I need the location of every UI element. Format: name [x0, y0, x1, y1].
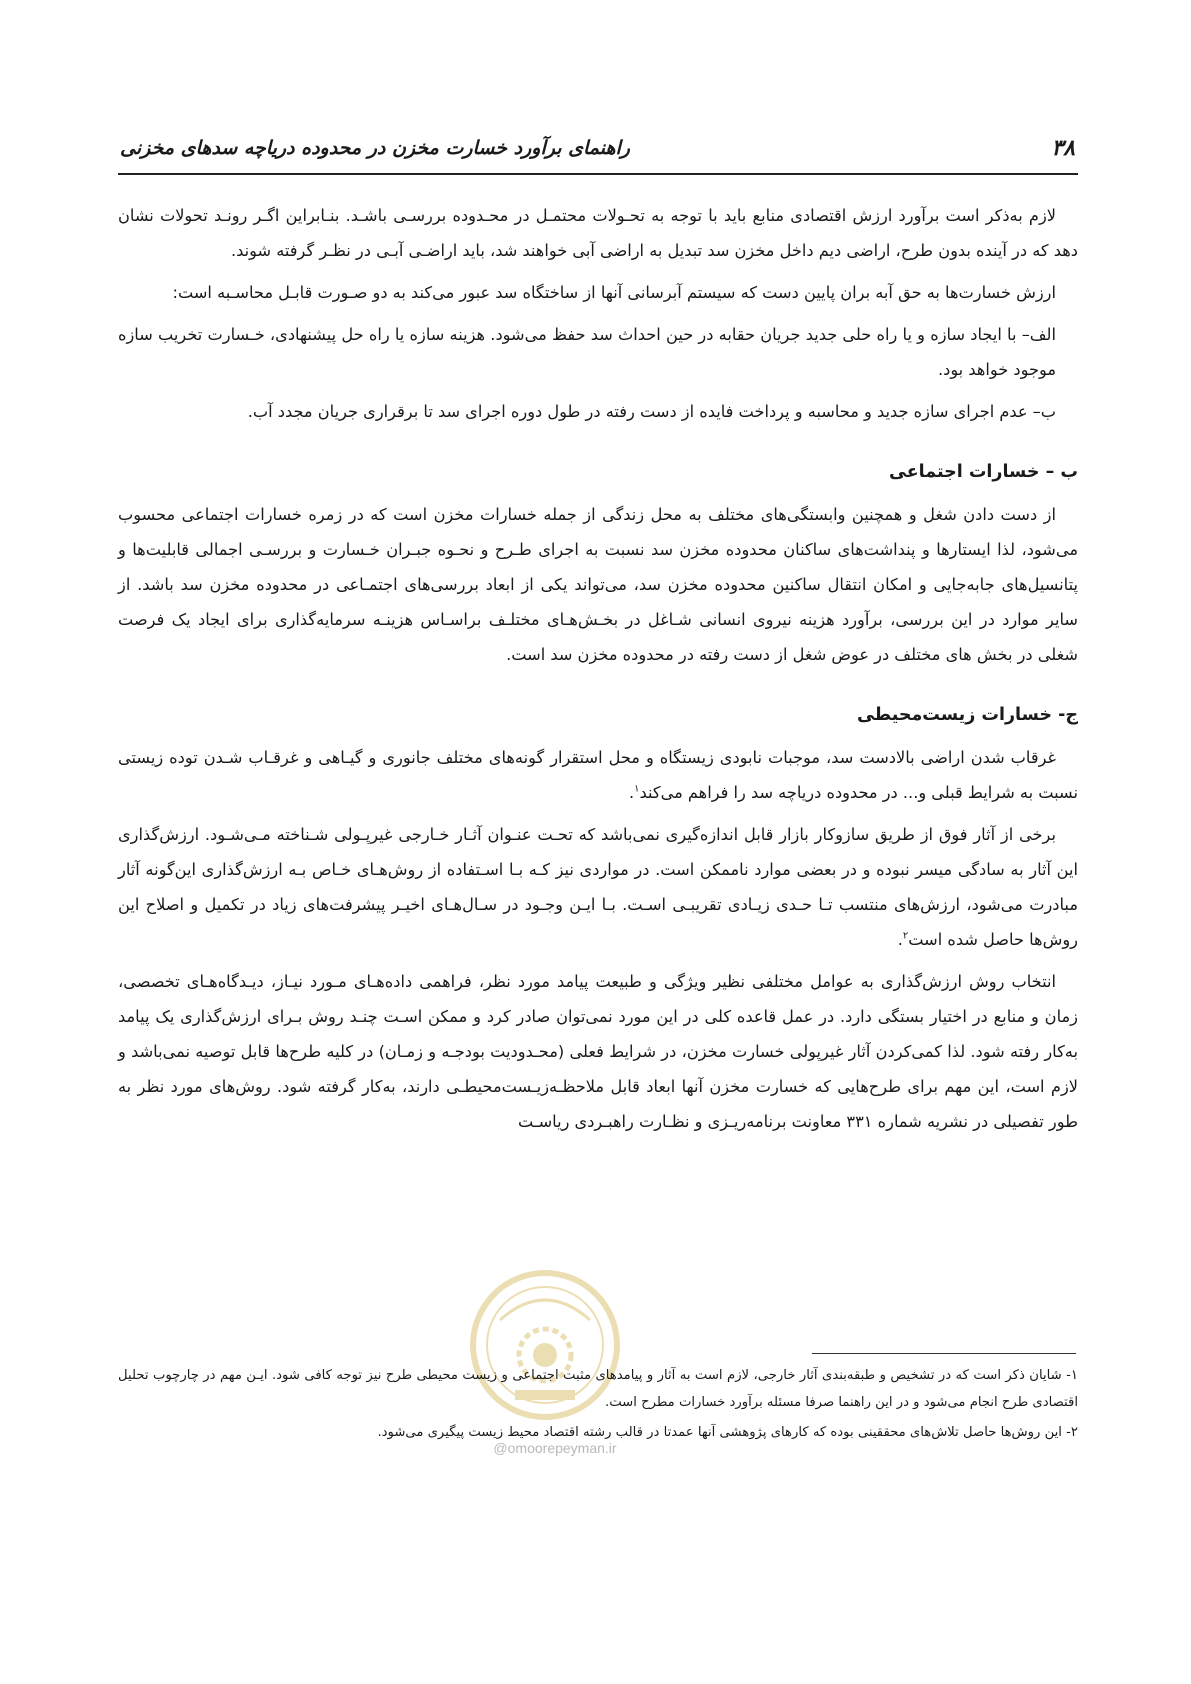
- section-heading-environmental: ج- خسارات زیست‌محیطی: [856, 705, 1078, 725]
- page-number: ۳۸: [1051, 135, 1075, 161]
- paragraph-inundation-text: غرقاب شدن اراضی بالادست سد، موجبات نابودی زیستگاه و محل استقرار گونه‌های مختلف جانوری و گیـاهی و غرقـاب شـدن توده زیستی نسبت به شرایط قبلی و... در محدوده دریاچه سد را فراهم می‌کند: [118, 748, 1078, 802]
- footnote-divider: [812, 1353, 1076, 1354]
- watermark-url: @omoorepeyman.ir: [493, 1440, 617, 1456]
- footnote-2: ۲- این روش‌ها حاصل تلاش‌های محققینی بوده که کارهای پژوهشی آنها عمدتا در قالب رشته اقتصاد محیط زیست پیگیری می‌شود.: [377, 1425, 1078, 1440]
- header-divider: [118, 173, 1078, 175]
- footnote-ref-2[interactable]: ۲: [902, 930, 909, 942]
- list-item-b: ب– عدم اجرای سازه جدید و محاسبه و پرداخت فایده از دست رفته در طول دوره اجرای سد تا برقراری جریان مجدد آب.: [247, 402, 1056, 421]
- paragraph-non-monetary-text: برخی از آثار فوق از طریق سازوکار بازار قابل اندازه‌گیری نمی‌باشد که تحـت عنـوان آثـار خـارجی غیرپـولی شـناخته مـی‌شـود. ارزش‌گذاری این آثار به سادگی میسر نبوده و در بعضی موارد ناممکن است. در مواردی نیز کـه بـا اسـتفاده از روش‌هـای خـاص بـه ارزش‌گذاری این‌گونه آثار مبادرت می‌شود، ارزش‌های منتسب تـا حـدی زیـادی تقریبـی اسـت. بـا ایـن وجـود در سـال‌هـای اخیـر پیشرفت‌های زیاد در تکمیل و اصلاح این روش‌ها حاصل شده است: [118, 825, 1078, 949]
- section-heading-social: ب – خسارات اجتماعی: [889, 462, 1078, 482]
- running-title: راهنمای برآورد خسارت مخزن در محدوده دریاچه سدهای مخزنی: [120, 137, 630, 159]
- body-text: [118, 198, 1078, 1146]
- paragraph-social-losses: از دست دادن شغل و همچنین وابستگی‌های مختلف به محل زندگی از جمله خسارات مخزن است که در زمره خسارات اجتماعی محسوب می‌شود، لذا ایستارها و پنداشت‌های ساکنان محدوده مخزن سد نسبت به اجرای طـرح و نحـوه جبـران خـسارت و بررسـی اجمالی قابلیت‌ها و پتانسیل‌های جابه‌جایی و امکان انتقال ساکنین محدوده مخزن سد، می‌تواند یکی از ابعاد بررسی‌های اجتمـاعی در محدوده مخزن سد باشد. از سایر موارد در این بررسی، برآورد هزینه نیروی انسانی شـاغل در بخـش‌هـای مختلـف براسـاس هزینـه سرمایه‌گذاری برای ایجاد یک فرصت شغلی در بخش های مختلف در عوض شغل از دست رفته در محدوده مخزن سد است.: [118, 505, 1078, 664]
- paragraph-valuation-method: انتخاب روش ارزش‌گذاری به عوامل مختلفی نظیر ویژگی و طبیعت پیامد مورد نظر، فراهمی داده‌هـای مـورد نیـاز، دیـدگاه‌هـای تخصصی، زمان و منابع در اختیار بستگی دارد. در عمل قاعده کلی در این مورد نمی‌توان صادر کرد و ممکن اسـت چنـد روش بـرای ارزش‌گذاری یک پیامد به‌کار رفته شود. لذا کمی‌کردن آثار غیرپولی خسارت مخزن، در شرایط فعلی (محـدودیت بودجـه و زمـان) در کلیه طرح‌ها قابل توصیه نمی‌باشد و لازم است، این مهم برای طرح‌هایی که خسارت مخزن آنها ابعاد قابل ملاحظـه‌زیـست‌محیطـی دارند، به‌کار گرفته شود. روش‌های مورد نظر به طور تفصیلی در نشریه شماره ۳۳۱ معاونت برنامه‌ریـزی و نظـارت راهبـردی ریاسـت: [118, 972, 1078, 1131]
- list-item-a: الف– با ایجاد سازه و یا راه حلی جدید جریان حقابه در حین احداث سد حفظ می‌شود. هزینه سازه یا راه حل پیشنهادی، خـسارت تخریب سازه موجود خواهد بود.: [118, 325, 1056, 379]
- paragraph-non-monetary: برخی از آثار فوق از طریق سازوکار بازار قابل اندازه‌گیری نمی‌باشد که تحـت عنـوان آثـار خـارجی غیرپـولی شـناخته مـی‌شـود. ارزش‌گذاری این آثار به سادگی میسر نبوده و در بعضی موارد ناممکن است. در مواردی نیز کـه بـا اسـتفاده از روش‌هـای خـاص بـه ارزش‌گذاری این‌گونه آثار مبادرت می‌شود، ارزش‌های منتسب تـا حـدی زیـادی تقریبـی اسـت. بـا ایـن وجـود در سـال‌هـای اخیـر پیشرفت‌های زیاد در تکمیل و اصلاح این روش‌ها حاصل شده است$^۲$.: [118, 825, 1078, 949]
- footnote-ref-1[interactable]: ۱: [634, 783, 640, 795]
- paragraph-water-rights: ارزش خسارت‌ها به حق آبه بران پایین دست که سیستم آبرسانی آنها از ساختگاه سد عبور می‌کند به دو صـورت قابـل محاسـبه است:: [172, 283, 1056, 302]
- page-header: [120, 130, 1075, 166]
- footnote-1: ۱- شایان ذکر است که در تشخیص و طبقه‌بندی آثار خارجی، لازم است به آثار و پیامدهای مثبت اجتماعی و زیست محیطی طرح نیز توجه کافی شود. ایـن مهم در چارچوب تحلیل اقتصادی طرح انجام می‌شود و در این راهنما صرفا مسئله برآورد خسارات مطرح است.: [118, 1368, 1078, 1410]
- paragraph-economic-value: لازم به‌ذکر است برآورد ارزش اقتصادی منابع باید با توجه به تحـولات محتمـل در محـدوده بررسـی باشـد. بنـابراین اگـر رونـد تحولات نشان دهد که در آینده بدون طرح، اراضی دیم داخل مخزن سد تبدیل به اراضی آبی خواهند شد، باید اراضـی آبـی در نظـر گرفته شوند.: [118, 206, 1078, 260]
- paragraph-inundation: غرقاب شدن اراضی بالادست سد، موجبات نابودی زیستگاه و محل استقرار گونه‌های مختلف جانوری و گیـاهی و غرقـاب شـدن توده زیستی نسبت به شرایط قبلی و... در محدوده دریاچه سد را فراهم می‌کند$^۱$.: [118, 748, 1078, 802]
- footnotes: [118, 1362, 1078, 1449]
